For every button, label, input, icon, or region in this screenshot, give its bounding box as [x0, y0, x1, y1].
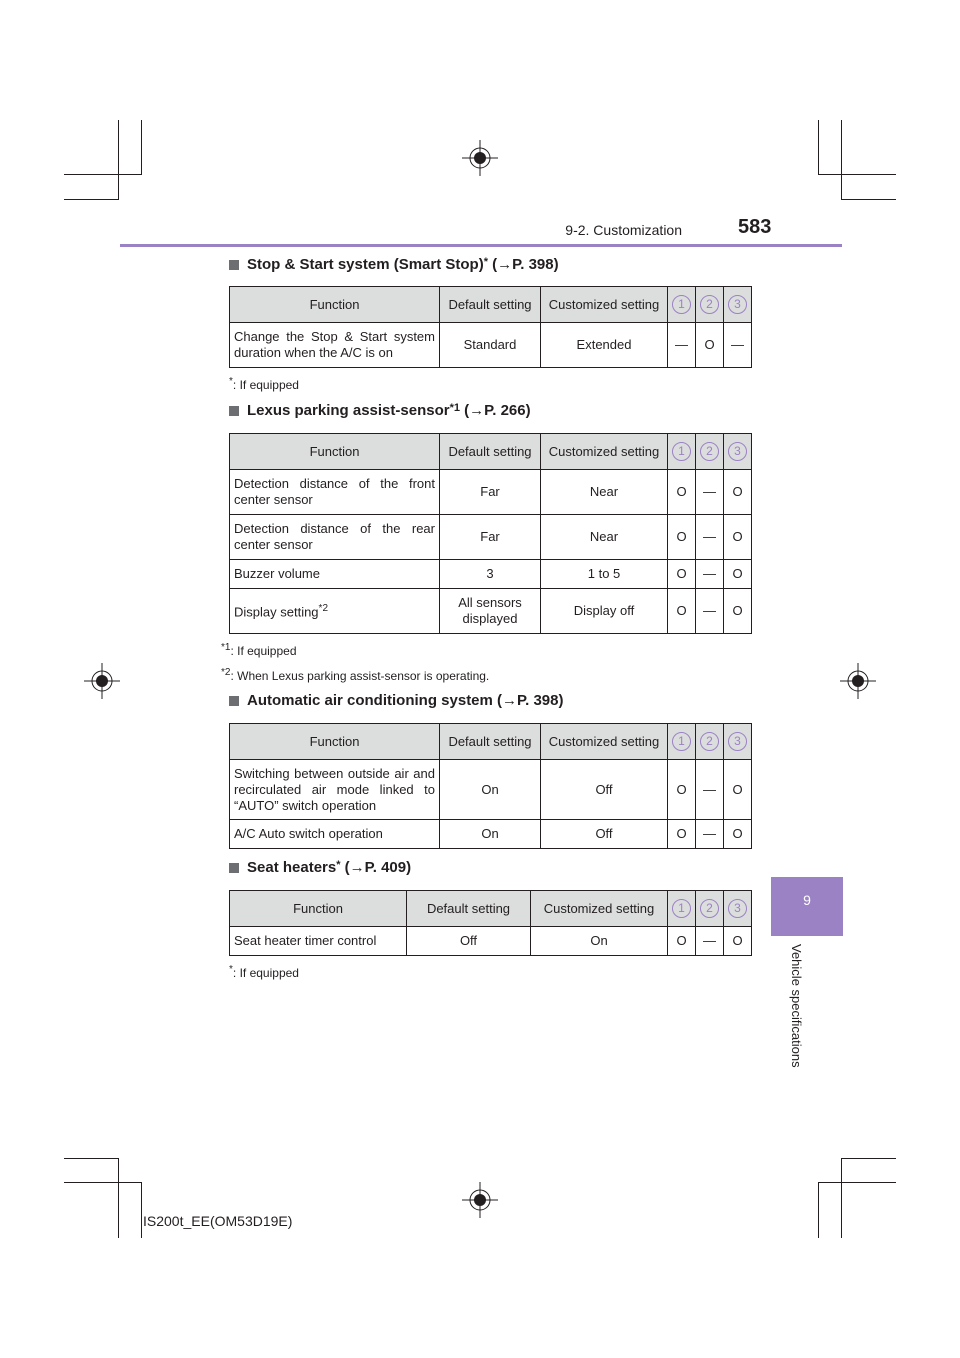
default-cell: 3 — [440, 560, 541, 589]
table-header-row — [230, 724, 752, 760]
function-cell: Detection distance of the front center sensor — [230, 470, 440, 515]
chapter-title: Vehicle specifications — [789, 944, 804, 1068]
default-cell: Standard — [440, 323, 541, 368]
crop-mark — [141, 1182, 142, 1238]
method-2-cell: — — [696, 589, 724, 634]
crop-mark — [118, 1158, 119, 1238]
table-row — [230, 589, 752, 634]
method-2-icon: 2 — [700, 442, 719, 461]
heading-square-icon — [229, 260, 239, 270]
page-reference[interactable]: (→P. 398) — [497, 692, 564, 709]
section-title: 9-2. Customization — [565, 222, 682, 238]
column-header: Default setting — [440, 287, 541, 323]
page-reference[interactable]: (→P. 398) — [492, 256, 559, 273]
crop-mark — [841, 120, 842, 200]
settings-table — [229, 890, 752, 956]
column-header: Function — [230, 434, 440, 470]
registration-mark-icon — [84, 663, 120, 699]
column-header — [724, 287, 752, 323]
table-header-row — [230, 434, 752, 470]
column-header — [724, 434, 752, 470]
column-header — [696, 434, 724, 470]
method-1-cell: O — [668, 927, 696, 956]
heading-square-icon — [229, 696, 239, 706]
method-1-icon: 1 — [672, 442, 691, 461]
column-header: Customized setting — [541, 724, 668, 760]
section-heading — [229, 402, 531, 419]
method-2-cell: O — [696, 323, 724, 368]
heading-title: Seat heaters — [247, 859, 337, 876]
default-cell: On — [440, 820, 541, 849]
method-3-icon: 3 — [728, 442, 747, 461]
page-reference[interactable]: (→P. 266) — [464, 402, 531, 419]
method-1-cell: O — [668, 515, 696, 560]
crop-mark — [64, 174, 142, 175]
crop-mark — [64, 1182, 142, 1183]
method-3-cell: O — [724, 560, 752, 589]
default-cell: All sensors displayed — [440, 589, 541, 634]
column-header — [696, 891, 724, 927]
default-cell: Off — [407, 927, 531, 956]
method-2-cell: — — [696, 820, 724, 849]
method-3-cell: — — [724, 323, 752, 368]
column-header: Default setting — [440, 724, 541, 760]
heading-square-icon — [229, 406, 239, 416]
column-header: Customized setting — [541, 434, 668, 470]
method-1-icon: 1 — [672, 899, 691, 918]
method-1-cell: — — [668, 323, 696, 368]
method-1-cell: O — [668, 760, 696, 820]
table-row — [230, 470, 752, 515]
footnote: *: If equipped — [229, 376, 299, 392]
method-2-cell: — — [696, 760, 724, 820]
registration-mark-icon — [462, 140, 498, 176]
page-number: 583 — [738, 216, 772, 238]
method-1-cell: O — [668, 470, 696, 515]
customized-cell: On — [531, 927, 668, 956]
section-heading — [229, 256, 559, 273]
method-2-icon: 2 — [700, 732, 719, 751]
table-row — [230, 760, 752, 820]
crop-mark — [818, 1182, 819, 1238]
table-header-row — [230, 287, 752, 323]
heading-mark: *1 — [449, 402, 460, 414]
customized-cell: Near — [541, 515, 668, 560]
section-heading — [229, 692, 563, 709]
function-cell: A/C Auto switch operation — [230, 820, 440, 849]
crop-mark — [118, 120, 119, 200]
method-2-cell: — — [696, 515, 724, 560]
method-2-cell: — — [696, 560, 724, 589]
column-header — [668, 891, 696, 927]
customized-cell: Near — [541, 470, 668, 515]
column-header: Function — [230, 891, 407, 927]
function-cell: Change the Stop & Start system duration when the A/C is on — [230, 323, 440, 368]
method-3-cell: O — [724, 927, 752, 956]
method-2-icon: 2 — [700, 295, 719, 314]
crop-mark — [841, 1158, 842, 1238]
function-cell: Detection distance of the rear center sensor — [230, 515, 440, 560]
customized-cell: Display off — [541, 589, 668, 634]
method-2-icon: 2 — [700, 899, 719, 918]
table-row — [230, 560, 752, 589]
customized-cell: Off — [541, 760, 668, 820]
page-reference[interactable]: (→P. 409) — [344, 859, 412, 876]
method-2-cell: — — [696, 927, 724, 956]
heading-title: Lexus parking assist-sensor — [247, 402, 450, 419]
default-cell: Far — [440, 515, 541, 560]
column-header: Default setting — [440, 434, 541, 470]
crop-mark — [818, 174, 896, 175]
column-header: Customized setting — [531, 891, 668, 927]
document-id: IS200t_EE(OM53D19E) — [143, 1213, 293, 1229]
column-header — [724, 724, 752, 760]
heading-mark: * — [483, 256, 488, 268]
footnote: $^{*1}$: If equipped — [221, 642, 297, 658]
method-1-cell: O — [668, 589, 696, 634]
settings-table — [229, 433, 752, 634]
column-header — [696, 724, 724, 760]
table-row — [230, 515, 752, 560]
function-cell: Switching between outside air and recirculated air mode linked to “AUTO” switch operation — [230, 760, 440, 820]
default-cell: On — [440, 760, 541, 820]
column-header: Default setting — [407, 891, 531, 927]
method-3-cell: O — [724, 515, 752, 560]
table-header-row — [230, 891, 752, 927]
default-cell: Far — [440, 470, 541, 515]
column-header: Function — [230, 287, 440, 323]
method-3-cell: O — [724, 760, 752, 820]
method-3-cell: O — [724, 589, 752, 634]
crop-mark — [818, 1182, 896, 1183]
settings-table — [229, 286, 752, 368]
heading-title: Automatic air conditioning system — [247, 692, 493, 709]
method-1-cell: O — [668, 560, 696, 589]
method-3-cell: O — [724, 470, 752, 515]
customized-cell: 1 to 5 — [541, 560, 668, 589]
method-3-icon: 3 — [728, 295, 747, 314]
customized-cell: Off — [541, 820, 668, 849]
crop-mark — [841, 199, 896, 200]
method-3-icon: 3 — [728, 732, 747, 751]
column-header — [668, 724, 696, 760]
heading-mark: * — [336, 859, 341, 871]
table-row — [230, 927, 752, 956]
column-header — [668, 434, 696, 470]
registration-mark-icon — [462, 1182, 498, 1218]
customized-cell: Extended — [541, 323, 668, 368]
settings-table — [229, 723, 752, 849]
chapter-tab: 9 — [771, 877, 843, 936]
method-1-cell: O — [668, 820, 696, 849]
method-3-cell: O — [724, 820, 752, 849]
table-row — [230, 323, 752, 368]
column-header: Function — [230, 724, 440, 760]
method-3-icon: 3 — [728, 899, 747, 918]
footnote: $^{*2}$: When Lexus parking assist-sensor is operating. — [221, 667, 490, 683]
crop-mark — [141, 120, 142, 174]
function-cell: Buzzer volume — [230, 560, 440, 589]
column-header — [696, 287, 724, 323]
column-header — [724, 891, 752, 927]
table-row — [230, 820, 752, 849]
heading-square-icon — [229, 863, 239, 873]
method-1-icon: 1 — [672, 732, 691, 751]
section-heading — [229, 859, 411, 876]
crop-mark — [841, 1158, 896, 1159]
registration-mark-icon — [840, 663, 876, 699]
method-2-cell: — — [696, 470, 724, 515]
crop-mark — [818, 120, 819, 174]
function-cell: Display setting$^{*2}$ — [230, 589, 440, 634]
crop-mark — [64, 199, 119, 200]
crop-mark — [64, 1158, 119, 1159]
function-cell: Seat heater timer control — [230, 927, 407, 956]
header-rule — [120, 244, 842, 247]
method-1-icon: 1 — [672, 295, 691, 314]
column-header — [668, 287, 696, 323]
footnote: *: If equipped — [229, 964, 299, 980]
column-header: Customized setting — [541, 287, 668, 323]
heading-title: Stop & Start system (Smart Stop) — [247, 256, 484, 273]
